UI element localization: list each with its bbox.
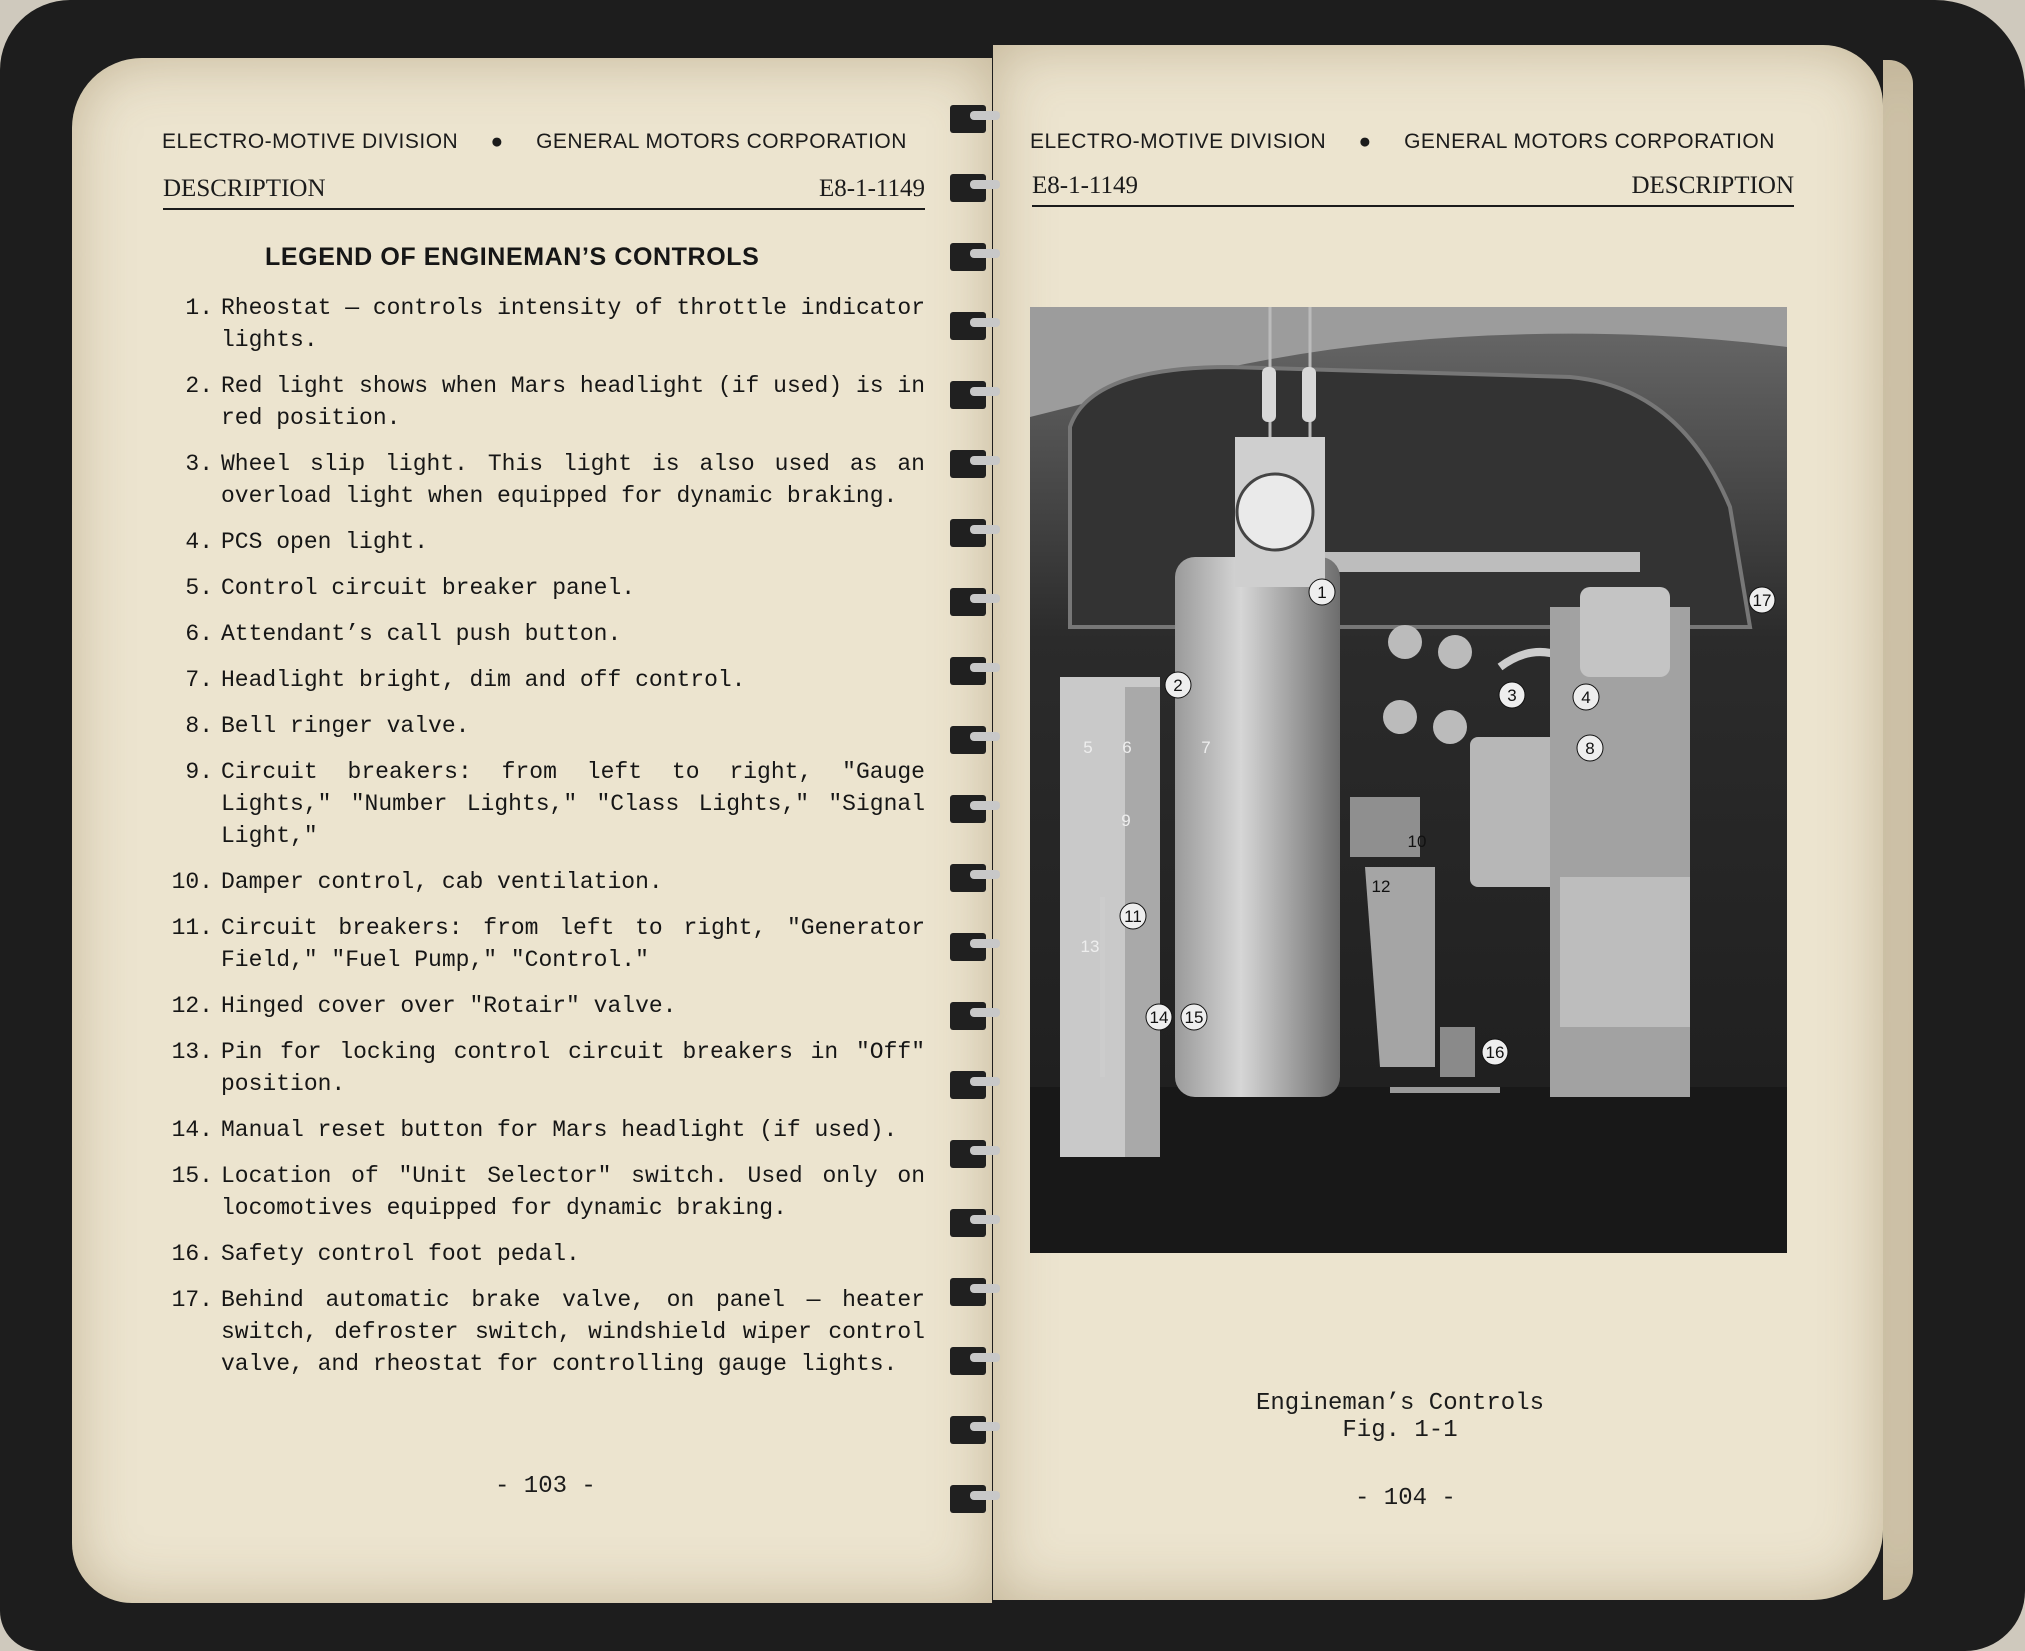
- spiral-coil: [950, 1071, 1008, 1099]
- legend-item-number: 9.: [185, 759, 213, 785]
- legend-item-number: 12.: [171, 993, 213, 1019]
- figure-caption-number: Fig. 1-1: [1342, 1417, 1458, 1444]
- controls-photo: [1030, 307, 1787, 1253]
- left-section-title: DESCRIPTION: [163, 175, 326, 202]
- legend-item: [165, 912, 925, 976]
- legend-list: [165, 292, 925, 1394]
- callout-12: 12: [1371, 877, 1391, 896]
- callout-1: 1: [1317, 583, 1327, 602]
- legend-title: LEGEND OF ENGINEMAN’S CONTROLS: [265, 243, 760, 271]
- spiral-coil: [950, 1347, 1008, 1375]
- spiral-coil: [950, 1278, 1008, 1306]
- legend-item-number: 17.: [171, 1287, 213, 1313]
- spiral-coil: [950, 1002, 1008, 1030]
- callout-14: 14: [1149, 1008, 1169, 1027]
- legend-item: [165, 866, 925, 898]
- legend-item-number: 16.: [171, 1241, 213, 1267]
- right-header-corporation: GENERAL MOTORS CORPORATION: [1404, 130, 1775, 153]
- spiral-coil: [950, 1140, 1008, 1168]
- legend-item-number: 5.: [185, 575, 213, 601]
- legend-item-text: Bell ringer valve.: [221, 713, 470, 739]
- left-page-number: - 103 -: [495, 1473, 596, 1500]
- spiral-coil: [950, 588, 1008, 616]
- legend-item-text: Red light shows when Mars headlight (if used) is in red position.: [221, 373, 925, 431]
- legend-item: [165, 664, 925, 696]
- callout-11: 11: [1124, 907, 1142, 926]
- left-header-division: ELECTRO-MOTIVE DIVISION: [162, 130, 459, 153]
- legend-item-text: Attendant’s call push button.: [221, 621, 622, 647]
- legend-item: [165, 572, 925, 604]
- callout-6: 6: [1122, 738, 1132, 757]
- right-running-header: [1030, 130, 1775, 154]
- left-section-heading: [163, 175, 925, 210]
- spiral-coil: [950, 795, 1008, 823]
- spiral-coil: [950, 312, 1008, 340]
- spiral-coil: [950, 243, 1008, 271]
- controls-photo-drawing: [1030, 307, 1787, 1253]
- legend-item-text: Damper control, cab ventilation.: [221, 869, 663, 895]
- spiral-coil: [950, 933, 1008, 961]
- page-edges: [1883, 60, 1913, 1600]
- legend-item: [165, 448, 925, 512]
- legend-item: [165, 710, 925, 742]
- legend-item-text: Headlight bright, dim and off control.: [221, 667, 746, 693]
- callout-17: 17: [1752, 591, 1772, 610]
- legend-item-text: Circuit breakers: from left to right, "Generator Field," "Fuel Pump," "Control.": [221, 915, 925, 973]
- legend-item-number: 14.: [171, 1117, 213, 1143]
- spiral-coil: [950, 450, 1008, 478]
- figure-caption-title: Engineman’s Controls: [1255, 1390, 1545, 1417]
- right-page-number: - 104 -: [1355, 1485, 1456, 1512]
- legend-item-number: 13.: [171, 1039, 213, 1065]
- legend-item-text: Behind automatic brake valve, on panel — heater switch, defroster switch, windshield wiper control valve, and rheostat for controlling gauge lights.: [221, 1287, 925, 1377]
- legend-item: [165, 1284, 925, 1380]
- legend-item-text: Pin for locking control circuit breakers in "Off" position.: [221, 1039, 925, 1097]
- legend-item-text: Wheel slip light. This light is also used as an overload light when equipped for dynamic braking.: [221, 451, 925, 509]
- legend-item-text: Location of "Unit Selector" switch. Used only on locomotives equipped for dynamic braking.: [221, 1163, 925, 1221]
- callout-10: 10: [1407, 832, 1427, 851]
- legend-item-text: Circuit breakers: from left to right, "Gauge Lights," "Number Lights," "Class Lights," "Signal Light,": [221, 759, 925, 849]
- legend-item-number: 8.: [185, 713, 213, 739]
- legend-item-text: Manual reset button for Mars headlight (if used).: [221, 1117, 898, 1143]
- left-doc-number: E8-1-1149: [819, 175, 925, 202]
- spiral-coil: [950, 105, 1008, 133]
- spiral-coil: [950, 174, 1008, 202]
- callout-7: 7: [1201, 738, 1211, 757]
- left-running-header: [162, 130, 907, 154]
- callout-3: 3: [1507, 686, 1517, 705]
- legend-item-number: 15.: [171, 1163, 213, 1189]
- spiral-coil: [950, 1209, 1008, 1237]
- callout-8: 8: [1585, 739, 1595, 758]
- legend-item-number: 3.: [185, 451, 213, 477]
- legend-item-number: 10.: [171, 869, 213, 895]
- legend-item-number: 6.: [185, 621, 213, 647]
- spiral-coil: [950, 864, 1008, 892]
- right-section-title: DESCRIPTION: [1631, 172, 1794, 199]
- spiral-coil: [950, 1485, 1008, 1513]
- legend-item: [165, 618, 925, 650]
- right-section-heading: [1032, 172, 1794, 207]
- spiral-coil: [950, 381, 1008, 409]
- spiral-coil: [950, 519, 1008, 547]
- legend-item: [165, 1036, 925, 1100]
- callout-16: 16: [1485, 1043, 1505, 1062]
- figure-caption: [1225, 1390, 1575, 1444]
- legend-item-text: Control circuit breaker panel.: [221, 575, 636, 601]
- legend-item: [165, 370, 925, 434]
- left-header-corporation: GENERAL MOTORS CORPORATION: [536, 130, 907, 153]
- legend-item: [165, 1114, 925, 1146]
- legend-item-number: 2.: [185, 373, 213, 399]
- callout-13: 13: [1080, 937, 1100, 956]
- callout-9: 9: [1121, 811, 1131, 830]
- legend-item-number: 4.: [185, 529, 213, 555]
- callout-15: 15: [1184, 1008, 1204, 1027]
- legend-item-text: PCS open light.: [221, 529, 429, 555]
- legend-item-text: Hinged cover over "Rotair" valve.: [221, 993, 677, 1019]
- legend-item: [165, 756, 925, 852]
- legend-item: [165, 526, 925, 558]
- legend-item: [165, 292, 925, 356]
- right-header-division: ELECTRO-MOTIVE DIVISION: [1030, 130, 1327, 153]
- legend-item-text: Rheostat — controls intensity of throttle indicator lights.: [221, 295, 925, 353]
- legend-item-number: 1.: [185, 295, 213, 321]
- spiral-coil: [950, 1416, 1008, 1444]
- legend-item: [165, 1160, 925, 1224]
- legend-item: [165, 1238, 925, 1270]
- right-doc-number: E8-1-1149: [1032, 172, 1138, 199]
- right-header-bullet: ●: [1358, 130, 1372, 153]
- spiral-coil: [950, 657, 1008, 685]
- callout-4: 4: [1581, 688, 1591, 707]
- callout-5: 5: [1083, 738, 1093, 757]
- spiral-coil: [950, 726, 1008, 754]
- legend-item: [165, 990, 925, 1022]
- legend-item-number: 11.: [171, 915, 213, 941]
- legend-item-text: Safety control foot pedal.: [221, 1241, 580, 1267]
- legend-item-number: 7.: [185, 667, 213, 693]
- callout-2: 2: [1173, 676, 1183, 695]
- left-header-bullet: ●: [490, 130, 504, 153]
